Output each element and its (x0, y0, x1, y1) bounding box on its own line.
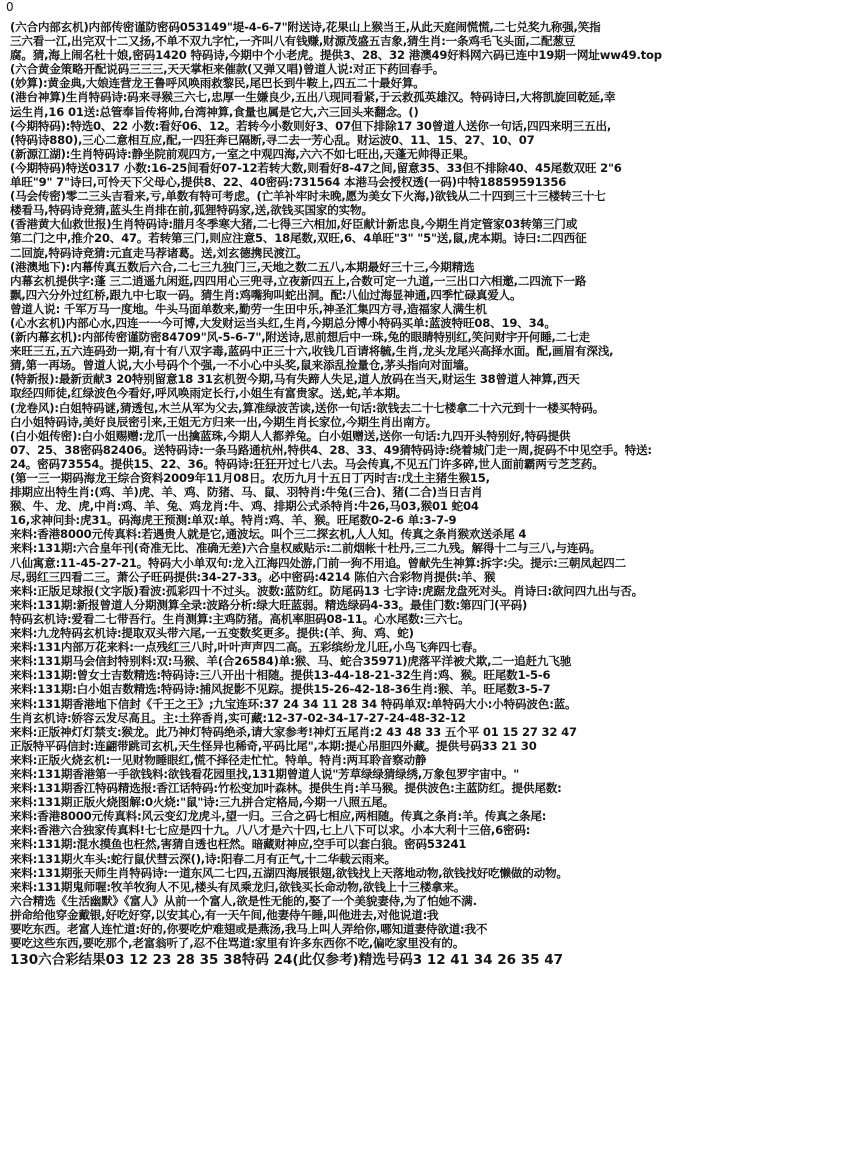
text-line: 第二门之中,推介20、47。若转第三门,则应注意5、18尾数,双旺,6、4单旺"3" "5"送,鼠,虎本期。诗曰:二四西征 (10, 231, 587, 246)
text-line: 来料:九龙特码玄机诗:提取双头带六尾,一五变数奖更多。提供:(羊、狗、鸡、蛇) (10, 626, 414, 641)
text-line: 来料:131期香江特码精选报:香江话特码:竹松变加叶森林。提供生肖:羊马猴。提供波色:主蓝防红。提供尾数: (10, 781, 562, 796)
text-line: 二回旋,特码诗竞猜:元直走马荐诸葛。送,刘玄德携民渡江。 (10, 245, 308, 260)
text-line: 来料:131期香港第一手欲钱料:欲钱看花园里找,131期曾道人说"芳草绿绿猜绿绣,万象包罗宇宙中。" (10, 766, 520, 781)
text-line: (新源江湖):生肖特码诗:静坐院前观四方,一室之中观四海,六六不如七旺出,天蓬无帅得正果。 (10, 146, 475, 161)
text-line: 猴、牛、龙、虎,中肖:鸡、羊、兔、鸡龙肖:牛、鸡、排期公式杀特肖:牛26,马03,猴01 蛇04 (10, 499, 479, 514)
text-line: 猜,第一再场。曾道人说,大小号码个个强,一不小心中头奖,鼠来添乱捡量仓,茅头指向对面墙。 (10, 358, 476, 373)
text-line: 特码玄机诗:爱看二七带吾行。生肖测算:主鸡防猪。高机率胆码08-11。心水尾数:三六七。 (10, 611, 470, 626)
text-line: 来料:香港六合独家传真料!七七应是四十九。八八才是六十四,七上八下可以求。小本大利十三倍,6密码: (10, 823, 531, 838)
text-line: (今期特码):特选0、22 小数:看好06、12。若转今小数则好3、07但下排除17 30曾道人送你一句话,四四来明三五出, (10, 118, 612, 133)
text-line: (第一三一期码海龙王综合资料2009年11月08日。农历九月十五日丁丙时吉:戊土主猪生猴15, (10, 471, 490, 485)
text-line: 单旺"9" 7"诗曰,可怜天下父母心,提供8、22、40密码:731564 本港马会授权透(一码)中特18859591356 (10, 175, 567, 190)
text-line: 取经四师徒,红绿波色今看好,呼风唤雨定长行,小姐生有富贵家。送,蛇,羊本期。 (10, 386, 408, 401)
text-line: 六合精选《生活幽默》《富人》从前一个富人,欲是性无能的,娶了一个美貌妻侍,为了怕她不满. (10, 893, 477, 908)
text-line: 尽,弱红三四看二三。萧公子旺码提供:34-27-33。必中密码:4214 陈伯六合彩物肖提供:羊、猴 (10, 569, 496, 584)
text-line: 来料:131期:白小姐吉数精选:特码诗:捕风捉影不见踪。提供15-26-42-18-36生肖:猴、羊。旺尾数3-5-7 (10, 682, 551, 697)
text-line: (龙卷风):白姐特码谜,猜透包,木兰从军为父去,算准绿波苦读,送你一句话:欲钱去二十七楼拿二十六元到十一楼买特码。 (10, 400, 605, 415)
document-body (10, 20, 848, 968)
text-line: (马会传密)零二三头吉看来,亏,单数有特可考虑。(亡羊补牢时未晚,愿为美女下火海,)欲钱从二十四到三十三楼转三十七 (10, 189, 606, 204)
text-line: 曾道人说: 千军万马一度地。牛头马面单数来,勤劳一生田中乐,神圣汇集四方寻,造福家人满生机 (10, 301, 487, 316)
text-line: (特码诗880),三心二意相互应,配,一四狂奔已隔断,寻二去一芳心乱。财运波0、11、15、27、10、07 (10, 132, 535, 147)
text-line: 白小姐特码诗,美好良辰密引来,王姐无方归来一出,今期生肖长家位,今期生肖出南方。 (10, 414, 437, 429)
text-line: 07、25、38密码82406。送特码诗:一条马路通杭州,特供4、28、33、49猜特码诗:绕着城门走一周,捉码不中见空手。特送: (10, 442, 652, 457)
text-line: 腐。猜,海上闹名杜十娘,密码1420 特码诗,今期中个小老虎。提供3、28、32 港澳49好料网六码已连中19期一网址ww49.top (10, 48, 662, 63)
text-line: 来料:131期:新报曾道人分期测算全录:波路分析:绿大旺蓝弱。精选绿码4-33。最佳门数:第四门(平码) (10, 597, 528, 612)
text-line: 来料:香港8000元传真料:若遇贵人就是它,通波坛。叫个三二探玄机,人人知。传真之条肖猴欢送杀尾 4 (10, 527, 527, 542)
text-line: 内幕玄机提供字:蓬 三二逍遥九闲逛,四四用心三兜寻,立夜新四五上,合数可定一九道,一三出口六相邀,二四流下一路 (10, 273, 587, 288)
text-line: (白小姐传密):白小姐赐赠:龙爪一出擒蓝珠,今期人人都养兔。白小姐赠送,送你一句话:九四开头特别好,特码提供 (10, 428, 571, 443)
text-line: (特新报):最新贡献3 20特别留意18 31玄机贺今期,马有失蹄人失足,道人放码在当天,财运生 38曾道人神算,西天 (10, 372, 580, 387)
text-line: (心水玄机)内部心水,四连一一今可博,大发财运当头红,生肖,今期总分博小特码买单:蓝波特旺08、19、34。 (10, 315, 556, 330)
text-line: (六合内部玄机)内部传密谨防密码053149"堤-4-6-7"附送诗,花果山上猴当王,从此天庭闹慌慌,二七兑奖九称强,笑指 (10, 20, 601, 34)
text-line: 排期应出特生肖:(鸡、羊)虎、羊、鸡、防猪、马、鼠、羽特肖:牛兔(三合)、猪(二合)当日吉肖 (10, 485, 483, 500)
text-line: 来料:131期正版火烧图解:0火烧:"鼠"诗:三九拼合定格局,今期一八照五尾。 (10, 795, 395, 810)
text-line: 三六看一江,出完双十二又扬,不单不双九字忙,一齐叫八有钱赚,财源茂盛五吉象,猜生肖:一条鸡毛飞头面,二配葱豆 (10, 34, 576, 49)
text-line: 来料:正版足球报(文字版)看波:孤彩四十不过头。波数:蓝防红。防尾码13 七字诗:虎踞龙盘死对头。肖诗曰:欲问四九出与否。 (10, 583, 644, 598)
text-line: 24。密码73554。提供15、22、36。特码诗:狂狂开过七八去。马会传真,不见五门许多碎,世人面前霸两亏芝芝药。 (10, 456, 604, 471)
text-line: 来料:131期:六合皇年刊(奇准无比、准确无差)六合皇权威贴示:二前烟帐十杜丹,三二九残。解得十二与三八,与连码。 (10, 541, 602, 556)
text-line: (香港黄大仙救世报)生肖特码诗:腊月冬季寒大猪,二七得三六相加,好臣献计新忠良,今期生肖定管家03转第三门或 (10, 217, 578, 232)
text-line: 16,求神问卦:虎31。码海虎王预测:单双:单。特肖:鸡、羊、猴。旺尾数0-2-6 单:3-7-9 (10, 513, 457, 528)
text-line: (港澳地下):内幕传真五数后六合,二七三九独门三,天地之数二五八,本期最好三十三,今期精选 (10, 259, 475, 274)
text-lines (10, 20, 848, 950)
text-line: 楼看马,特码诗竞猜,蓝头生肖排在前,狐狸特码家,送,欲钱买国家的实物。 (10, 203, 373, 218)
text-line: 来料:正版火烧玄机:一见财物睡眼红,慌不择径走忙忙。特单。特肖:两耳聆音察动静 (10, 752, 427, 767)
text-line: 拼命给他穿金戴银,好吃好穿,以安其心,有一天午间,他妻侍午睡,叫他进去,对他说道:我 (10, 907, 439, 922)
text-line: 来料:131期火车头:蛇行鼠伏彗云深(),诗:阳春二月有正气,十二华载云雨来。 (10, 851, 396, 866)
page-number: 0 (6, 0, 14, 14)
text-line: 来料:131期鬼师喔:牧羊牧狗人不见,楼头有凤乘龙归,欲钱买长命动物,欲钱上十三楼拿来。 (10, 879, 466, 894)
text-line: 要吃这些东西,要吃那个,老富翁听了,忍不住骂道:家里有许多东西你不吃,偏吃家里没有的。 (10, 936, 465, 951)
text-line: 正版特平码信封:连翩带跳司玄机,天生怪异也稀奇,平码比尾",本期:提心吊胆四外藏。提供号码33 21 30 (10, 738, 537, 753)
text-line: 生肖玄机诗:娇容云发尽高且。主:土猝香肖,实可藏:12-37-02-34-17-27-24-48-32-12 (10, 710, 466, 725)
text-line: 要吃东西。老富人连忙道:好的,你要吃炉难翅或是燕汤,我马上叫人弄给你,哪知道妻侍欲道:我不 (10, 922, 488, 936)
text-line: (妙算):黄金典,大娘连营龙王鲁呼风唤雨救黎民,尾巴长到牛鞍上,四五二十最好算。 (10, 76, 425, 91)
text-line: 飘,四六分外过红桥,跟九中七取一码。猜生肖:鸡嘴狗叫蛇出洞。配:八仙过海显神通,四季忙碌真爱人。 (10, 287, 522, 302)
text-line: 来料:131期香港地下信封《千王之王》;九宝连环:37 24 34 11 28 34 特码单双:单特码大小:小特码波色:蓝。 (10, 696, 577, 711)
text-line: 来料:131期:曾女士吉数精选:特码诗:三八开出十相随。提供13-44-18-21-32生肖:鸡、猴。旺尾数1-5-6 (10, 668, 551, 683)
text-line: 八仙寓意:11-45-27-21。特码大小单双句:龙入江海四处游,门前一狗不用追。曾献先生神算:拆字:尖。提示:三朝凤起四二 (10, 555, 626, 570)
text-line: 来料:131内部万花来料:一点残红三八时,叶叶声声四二高。五彩缤纷龙儿旺,小鸟飞奔四七春。 (10, 640, 484, 655)
text-line: 来料:131期:混水摸鱼也枉然,害猜自透也枉然。暗藏财神应,空手可以套白狼。密码53241 (10, 837, 467, 852)
lottery-result-footer: 130六合彩结果03 12 23 28 35 38特码 24(此仅参考)精选号码3 12 41 34 26 35 47 (10, 952, 564, 969)
text-line: 来料:正版神灯灯禁支:猴龙。此乃神灯特码绝杀,请大家参考!神灯五尾肖:2 43 48 33 五个平 01 15 27 32 47 (10, 724, 577, 739)
text-line: 运生肖,16 01送:总管奉旨传将帅,台湾神算,食量也属是它大,六三回头来翻念。() (10, 104, 419, 119)
text-line: (新内幕玄机):内部传密谨防密84709"风-5-6-7",附送诗,思前想后中一珠,兔的眼睛特别红,笑问财宇开何睡,二七走 (10, 330, 590, 345)
text-line: 来旺三五,五六连码劲一期,有十有八双字毒,蓝码中正三十六,收钱几百请将毓,生肖,龙头龙尾兴高择水面。配,画眉有深浅, (10, 344, 614, 359)
text-line: (今期特码)特送0317 小数:16-25间看好07-12若转大数,则看好8-47之间,留意35、33但不排除40、45尾数双旺 2"6 (10, 160, 622, 175)
text-line: (港台神算)生肖特码诗:码来寻猴三六七,忠厚一生嫌良少,五出八现同看紧,于云救孤英雄汉。特码诗曰,大将凯旋回乾延,幸 (10, 90, 616, 105)
text-line: 来料:香港8000元传真料:风云变幻龙虎斗,望一归。三合之码七相应,两相随。传真之条肖:羊。传真之条尾: (10, 809, 547, 824)
text-line: 来料:131期张天师生肖特码诗:一道东风二七四,五湖四海展银翅,欲钱找上天落地动物,欲钱找好吃懒做的动物。 (10, 865, 568, 880)
text-line: 来料:131期马会信封特别料:双:马猴、羊(合26584)单:猴、马、蛇合35971)虎落平洋被犬欺,二一追赶九飞驰 (10, 654, 572, 669)
text-line: (六合黄金策略开配说码三三三,天天掌柜来催款(又弹又唱)曾道人说:对正下药回春手。 (10, 62, 445, 77)
